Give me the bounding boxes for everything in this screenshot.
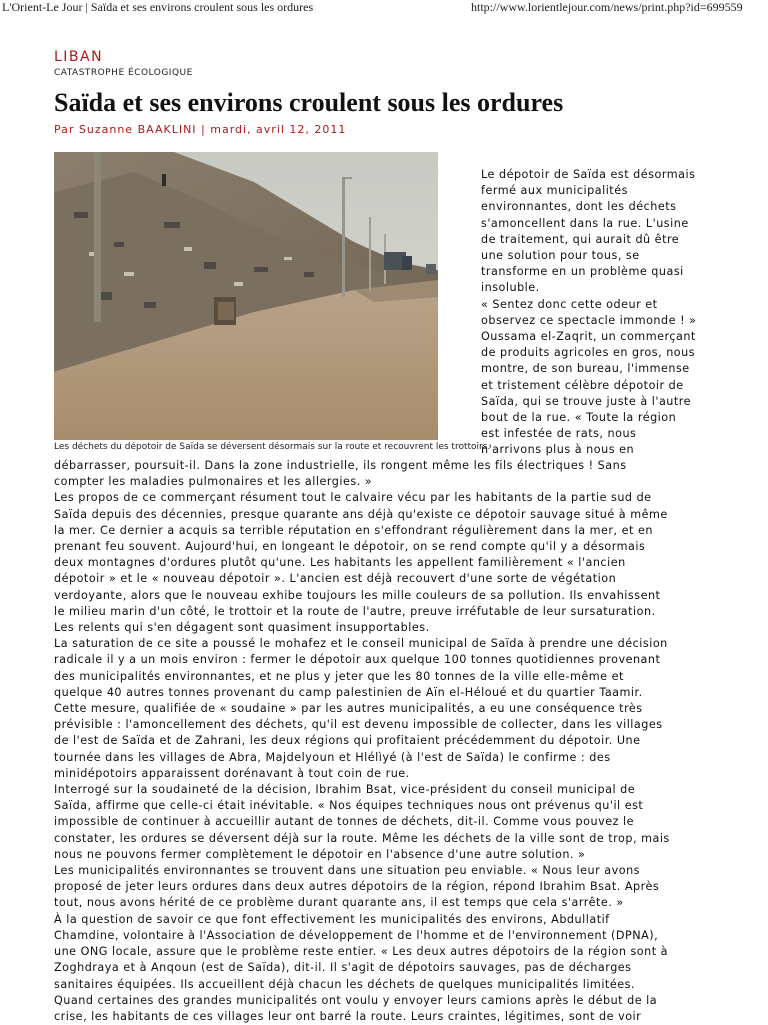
lead-line: est infestée de rats, nous (481, 427, 637, 441)
body-line: Les propos de ce commerçant résument tout le calvaire vécu par les habitants de la partie sud de (54, 491, 652, 505)
body-line: sanitaires équipées. Ils accueillent déjà chacun les déchets de quelques municipalités limitées. (54, 977, 635, 991)
body-line: une ONG locale, assure que le problème reste entier. « Les deux autres dépotoirs de la région sont à (54, 945, 669, 959)
lead-line: de traitement, qui aurait dû être (481, 232, 680, 246)
print-header-url[interactable]: http://www.lorientlejour.com/news/print.php?id=699559 (471, 0, 743, 14)
print-header (0, 0, 768, 16)
body-line: Interrogé sur la soudaineté de la décision, Ibrahim Bsat, vice-président du conseil municipal de (54, 783, 636, 797)
body-line: de l'est de Saïda et de Zahrani, les deux régions qui profitaient précédemment du dépotoir. Une (54, 734, 641, 748)
lead-line: transforme en un problème quasi (481, 265, 684, 279)
article-body (54, 458, 714, 1025)
body-line: Zoghdraya et à Anqoun (est de Saïda), dit-il. Il s'agit de dépotoirs sauvages, pas de décharges (54, 961, 632, 975)
article-photo (54, 152, 438, 440)
lead-line: et tristement célèbre dépotoir de (481, 378, 684, 392)
body-line: des municipalités environnantes, et ne plus y jeter que les 80 tonnes de la ville elle-même et (54, 669, 624, 683)
body-line: Quand certaines des grandes municipalités ont voulu y envoyer leurs camions après le début de la (54, 993, 658, 1007)
body-line: prévisible : l'amoncellement des déchets, qu'il est devenu impossible de collecter, dans les villages (54, 718, 663, 732)
print-header-title: L'Orient-Le Jour | Saïda et ses environs croulent sous les ordures (2, 0, 314, 14)
lead-line: montre, de son bureau, l'immense (481, 362, 690, 376)
lead-line: insoluble. (481, 281, 540, 295)
article-title: Saïda et ses environs croulent sous les ordures (54, 88, 564, 117)
lead-line: une solution pour tous, se (481, 249, 640, 263)
body-line: quelque 40 autres tonnes provenant du camp palestinien de Aïn el-Héloué et du quartier Taamir. (54, 685, 643, 699)
body-line: impossible de continuer à accueillir autant de tonnes de déchets, dit-il. Comme vous pouvez le (54, 815, 635, 829)
body-line: le milieu marin d'un côté, le trottoir et la route de l'autre, preuve irréfutable de leur sursaturation. (54, 604, 656, 618)
body-line: compter les maladies pulmonaires et les allergies. » (54, 475, 373, 489)
section-label[interactable]: LIBAN (54, 49, 104, 65)
body-line: dépotoir » et le « nouveau dépotoir ». L'ancien est déjà recouvert d'une sorte de végétation (54, 572, 617, 586)
subsection-label: CATASTROPHE ÉCOLOGIQUE (54, 68, 193, 78)
byline: Par Suzanne BAAKLINI | mardi, avril 12, 2011 (54, 123, 347, 136)
body-line: constater, les ordures se déversent déjà sur la route. Même les déchets de la ville sont de trop, mais (54, 831, 670, 845)
lead-line: n'arrivons plus à nous en (481, 443, 635, 457)
body-line: Saïda, affirme que celle-ci était inévitable. « Nos équipes techniques nous ont prévenus qu'il est (54, 799, 644, 813)
lead-column (481, 167, 721, 459)
lead-line: environnantes, dont les déchets (481, 200, 677, 214)
body-line: débarrasser, poursuit-il. Dans la zone industrielle, ils rongent même les fils électriques ! Sans (54, 459, 627, 472)
body-line: deux montagnes d'ordures plutôt qu'une. Les habitants les appellent familièrement « l'ancien (54, 556, 626, 570)
body-line: crise, les habitants de ces villages leur ont barré la route. Leurs craintes, légitimes, sont de voir (54, 1009, 642, 1023)
lead-line: Oussama el-Zaqrit, un commerçant (481, 330, 696, 344)
body-line: prenant feu souvent. Aujourd'hui, en longeant le dépotoir, on se rend compte qu'il y a désormais (54, 540, 646, 554)
lead-line: Saïda, qui se trouve juste à l'autre (481, 394, 692, 408)
lead-line: s'amoncellent dans la rue. L'usine (481, 216, 689, 230)
body-line: Les municipalités environnantes se trouvent dans une situation peu enviable. « Nous leur avons (54, 864, 641, 878)
body-line: radicale il y a un mois environ : fermer le dépotoir aux quelque 100 tonnes quotidiennes provenant (54, 653, 661, 667)
body-line: minidépotoirs apparaissent dorénavant à tout coin de rue. (54, 766, 410, 780)
body-line: verdoyante, alors que le nouveau exhibe toujours les mille couleurs de sa pollution. Ils envahissent (54, 588, 661, 602)
lead-line: Le dépotoir de Saïda est désormais (481, 168, 696, 181)
body-line: Saïda depuis des décennies, presque quarante ans déjà qu'existe ce dépotoir sauvage situé à même (54, 507, 668, 521)
lead-line: de produits agricoles en gros, nous (481, 346, 696, 360)
body-line: la mer. Ce dernier a acquis sa terrible réputation en s'effondrant régulièrement dans la mer, et en (54, 523, 653, 537)
body-line: tout, nous avons hérité de ce problème durant quarante ans, il est temps que cela s'arrête. » (54, 896, 624, 910)
body-line: nous ne pouvons fermer complètement le dépotoir en l'absence d'une autre solution. » (54, 847, 586, 861)
photo-caption: Les déchets du dépotoir de Saïda se déversent désormais sur la route et recouvrent les trottoirs. (54, 442, 491, 452)
lead-line: fermé aux municipalités (481, 184, 628, 198)
body-line: Chamdine, volontaire à l'Association de développement de l'homme et de l'environnement (DPNA), (54, 928, 659, 942)
body-line: tournée dans les villages de Abra, Majdelyoun et Hlélìyé (à l'est de Saïda) le confirme : des (54, 750, 611, 764)
lead-line: « Sentez donc cette odeur et (481, 297, 658, 311)
body-line: La saturation de ce site a poussé le mohafez et le conseil municipal de Saïda à prendre une décision (54, 637, 668, 651)
body-line: À la question de savoir ce que font effectivement les municipalités des environs, Abdullatif (54, 912, 610, 926)
body-line: Les relents qui s'en dégagent sont quasiment insupportables. (54, 621, 430, 635)
photo-garbage-roadside (54, 152, 438, 440)
body-line: Cette mesure, qualifiée de « soudaine » par les autres municipalités, a eu une conséquence très (54, 702, 643, 716)
body-line: proposé de jeter leurs ordures dans deux autres dépotoirs de la région, répond Ibrahim Bsat. Après (54, 880, 660, 894)
lead-line: observez ce spectacle immonde ! » (481, 313, 697, 327)
lead-line: bout de la rue. « Toute la région (481, 411, 677, 425)
